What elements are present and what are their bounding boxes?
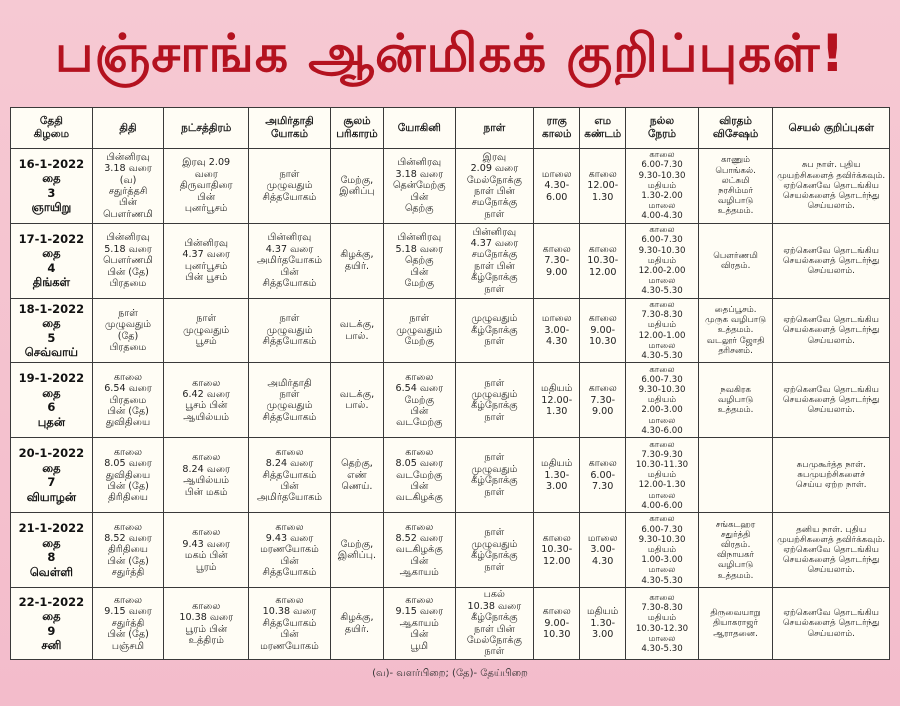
header-yogini: யோகினி [384,108,456,149]
yogini-cell: காலை 8.05 வரை வடமேற்கு பின் வடகிழக்கு [384,438,456,513]
yogam-cell: பின்னிரவு 4.37 வரை அமிர்தயோகம் பின் சித்தயோகம் [249,223,331,298]
nakshatra-cell: காலை 6.42 வரை பூசம் பின் ஆயில்யம் [164,363,249,438]
emagandam-cell: காலை 9.00- 10.30 [580,298,626,363]
yogam-cell: காலை 9.43 வரை மரணயோகம் பின் சித்தயோகம் [249,513,331,588]
naal-cell: நாள் முழுவதும் கீழ்நோக்கு நாள் [455,363,534,438]
thithi-cell: பின்னிரவு 5.18 வரை பௌர்ணமி பின் (தே) பிரதமை [92,223,164,298]
naal-cell: பின்னிரவு 4.37 வரை சமநோக்கு நாள் பின் கீழ்நோக்கு நாள் [455,223,534,298]
emagandam-cell: மதியம் 1.30- 3.00 [580,588,626,660]
thithi-cell: நாள் முழுவதும் (தே) பிரதமை [92,298,164,363]
emagandam-cell: காலை 6.00- 7.30 [580,438,626,513]
rahu-cell: காலை 10.30- 12.00 [534,513,580,588]
panchangam-table [10,107,890,660]
legend-footnote: (வ)- வளர்பிறை; (தே)- தேய்பிறை [372,668,528,679]
seyal-cell: சுப நாள். புதிய முயற்சிகளைத் தவிர்க்கவும். ஏற்கெனவே தொடங்கிய செயல்களைத் தொடர்ந்து செய்யலாம். [773,149,890,224]
rahu-cell: மாலை 4.30- 6.00 [534,149,580,224]
header-rahu-kalam: ராகு காலம் [534,108,580,149]
naal-cell: முழுவதும் கீழ்நோக்கு நாள் [455,298,534,363]
emagandam-cell: காலை 7.30- 9.00 [580,363,626,438]
naal-cell: நாள் முழுவதும் கீழ்நோக்கு நாள் [455,513,534,588]
yogini-cell: காலை 6.54 வரை மேற்கு பின் வடமேற்கு [384,363,456,438]
viratham-cell: காணும் பொங்கல். லட்சுமி நரசிம்மர் வழிபாடு உத்தமம். [698,149,773,224]
date-cell: 16-1-2022 தை 3 ஞாயிறு [11,149,93,224]
soolam-cell: வடக்கு, பால். [330,363,383,438]
nakshatra-cell: காலை 10.38 வரை பூரம் பின் உத்திரம் [164,588,249,660]
viratham-cell: திருவையாறு தியாகராஜர் ஆராதனை. [698,588,773,660]
naal-cell: நாள் முழுவதும் கீழ்நோக்கு நாள் [455,438,534,513]
yogam-cell: காலை 8.24 வரை சித்தயோகம் பின் அமிர்தயோகம் [249,438,331,513]
table-row [11,588,890,660]
nalla-neram-cell: காலை 6.00-7.30 9.30-10.30 மதியம் 12.00-2.00 மாலை 4.30-5.30 [626,223,699,298]
yogini-cell: காலை 8.52 வரை வடகிழக்கு பின் ஆகாயம் [384,513,456,588]
thithi-cell: காலை 8.52 வரை திரிதியை பின் (தே) சதுர்த்தி [92,513,164,588]
panchangam-table-wrap [10,107,890,660]
seyal-cell: ஏற்கெனவே தொடங்கிய செயல்களைத் தொடர்ந்து செய்யலாம். [773,223,890,298]
date-cell: 19-1-2022 தை 6 புதன் [11,363,93,438]
viratham-cell: நவகிரக வழிபாடு உத்தமம். [698,363,773,438]
thithi-cell: காலை 6.54 வரை பிரதமை பின் (தே) துவிதியை [92,363,164,438]
yogini-cell: பின்னிரவு 5.18 வரை தெற்கு பின் மேற்கு [384,223,456,298]
seyal-cell: தனிய நாள். புதிய முயற்சிகளைத் தவிர்க்கவும். ஏற்கெனவே தொடங்கிய செயல்களைத் தொடர்ந்து செய்யலாம். [773,513,890,588]
nakshatra-cell: இரவு 2.09 வரை திருவாதிரை பின் புனர்பூசம் [164,149,249,224]
seyal-cell: ஏற்கெனவே தொடங்கிய செயல்களைத் தொடர்ந்து செய்யலாம். [773,363,890,438]
nalla-neram-cell: காலை 6.00-7.30 9.30-10.30 மதியம் 1.30-2.00 மாலை 4.00-4.30 [626,149,699,224]
yogam-cell: நாள் முழுவதும் சித்தயோகம் [249,298,331,363]
header-seyal-kurippugal: செயல் குறிப்புகள் [773,108,890,149]
emagandam-cell: காலை 10.30- 12.00 [580,223,626,298]
viratham-cell [698,438,773,513]
yogini-cell: பின்னிரவு 3.18 வரை தென்மேற்கு பின் தெற்கு [384,149,456,224]
nakshatra-cell: காலை 8.24 வரை ஆயில்யம் பின் மகம் [164,438,249,513]
rahu-cell: மதியம் 12.00- 1.30 [534,363,580,438]
date-cell: 21-1-2022 தை 8 வெள்ளி [11,513,93,588]
yogam-cell: நாள் முழுவதும் சித்தயோகம் [249,149,331,224]
soolam-cell: மேற்கு, இனிப்பு [330,149,383,224]
soolam-cell: தெற்கு, எண் ணெய். [330,438,383,513]
header-amirthathi-yogam: அமிர்தாதி யோகம் [249,108,331,149]
soolam-cell: வடக்கு, பால். [330,298,383,363]
table-row [11,149,890,224]
nalla-neram-cell: காலை 6.00-7.30 9.30-10.30 மதியம் 1.00-3.00 மாலை 4.30-5.30 [626,513,699,588]
nakshatra-cell: பின்னிரவு 4.37 வரை புனர்பூசம் பின் பூசம் [164,223,249,298]
soolam-cell: கிழக்கு, தயிர். [330,588,383,660]
emagandam-cell: காலை 12.00- 1.30 [580,149,626,224]
naal-cell: இரவு 2.09 வரை மேல்நோக்கு நாள் பின் சமநோக்கு நாள் [455,149,534,224]
viratham-cell: தைப்பூசம். முருக வழிபாடு உத்தமம். வடலூர் ஜோதி தரிசனம். [698,298,773,363]
thithi-cell: காலை 9.15 வரை சதுர்த்தி பின் (தே) பஞ்சமி [92,588,164,660]
nalla-neram-cell: காலை 7.30-8.30 மதியம் 10.30-12.30 மாலை 4.30-5.30 [626,588,699,660]
header-nakshatra: நட்சத்திரம் [164,108,249,149]
header-soolam-parigaram: சூலம் பரிகாரம் [330,108,383,149]
header-viratham-visesham: விரதம் விசேஷம் [698,108,773,149]
nakshatra-cell: காலை 9.43 வரை மகம் பின் பூரம் [164,513,249,588]
date-cell: 17-1-2022 தை 4 திங்கள் [11,223,93,298]
naal-cell: பகல் 10.38 வரை கீழ்நோக்கு நாள் பின் மேல்நோக்கு நாள் [455,588,534,660]
nalla-neram-cell: காலை 6.00-7.30 9.30-10.30 மதியம் 2.00-3.00 மாலை 4.30-6.00 [626,363,699,438]
yogini-cell: காலை 9.15 வரை ஆகாயம் பின் பூமி [384,588,456,660]
header-row [11,108,890,149]
viratham-cell: பௌர்ணமி விரதம். [698,223,773,298]
emagandam-cell: மாலை 3.00- 4.30 [580,513,626,588]
seyal-cell: ஏற்கெனவே தொடங்கிய செயல்களைத் தொடர்ந்து செய்யலாம். [773,298,890,363]
header-ema-kandam: எம கண்டம் [580,108,626,149]
nalla-neram-cell: காலை 7.30-9.30 10.30-11.30 மதியம் 12.00-1.30 மாலை 4.00-6.00 [626,438,699,513]
rahu-cell: மாலை 3.00- 4.30 [534,298,580,363]
date-cell: 18-1-2022 தை 5 செவ்வாய் [11,298,93,363]
table-row [11,223,890,298]
yogini-cell: நாள் முழுவதும் மேற்கு [384,298,456,363]
rahu-cell: காலை 9.00- 10.30 [534,588,580,660]
seyal-cell: சுபமுகூர்த்த நாள். சுபமுயற்சிகளைச் செய்ய ஏற்ற நாள். [773,438,890,513]
rahu-cell: மதியம் 1.30- 3.00 [534,438,580,513]
nakshatra-cell: நாள் முழுவதும் பூசம் [164,298,249,363]
header-nalla-neram: நல்ல நேரம் [626,108,699,149]
yogam-cell: காலை 10.38 வரை சித்தயோகம் பின் மரணயோகம் [249,588,331,660]
seyal-cell: ஏற்கெனவே தொடங்கிய செயல்களைத் தொடர்ந்து செய்யலாம். [773,588,890,660]
nalla-neram-cell: காலை 7.30-8.30 மதியம் 12.00-1.00 மாலை 4.30-5.30 [626,298,699,363]
viratham-cell: சங்கடஹர சதுர்த்தி விரதம். விநாயகர் வழிபாடு உத்தமம். [698,513,773,588]
soolam-cell: கிழக்கு, தயிர். [330,223,383,298]
yogam-cell: அமிர்தாதி நாள் முழுவதும் சித்தயோகம் [249,363,331,438]
table-row [11,298,890,363]
thithi-cell: பின்னிரவு 3.18 வரை (வ) சதுர்த்தசி பின் பௌர்ணமி [92,149,164,224]
soolam-cell: மேற்கு, இனிப்பு. [330,513,383,588]
table-row [11,438,890,513]
thithi-cell: காலை 8.05 வரை துவிதியை பின் (தே) திரிதியை [92,438,164,513]
rahu-cell: காலை 7.30- 9.00 [534,223,580,298]
header-naal: நாள் [455,108,534,149]
header-thithi: திதி [92,108,164,149]
table-row [11,513,890,588]
date-cell: 20-1-2022 தை 7 வியாழன் [11,438,93,513]
page-title: பஞ்சாங்க ஆன்மிகக் குறிப்புகள்! [54,24,846,84]
header-date-day: தேதி கிழமை [11,108,93,149]
table-row [11,363,890,438]
date-cell: 22-1-2022 தை 9 சனி [11,588,93,660]
